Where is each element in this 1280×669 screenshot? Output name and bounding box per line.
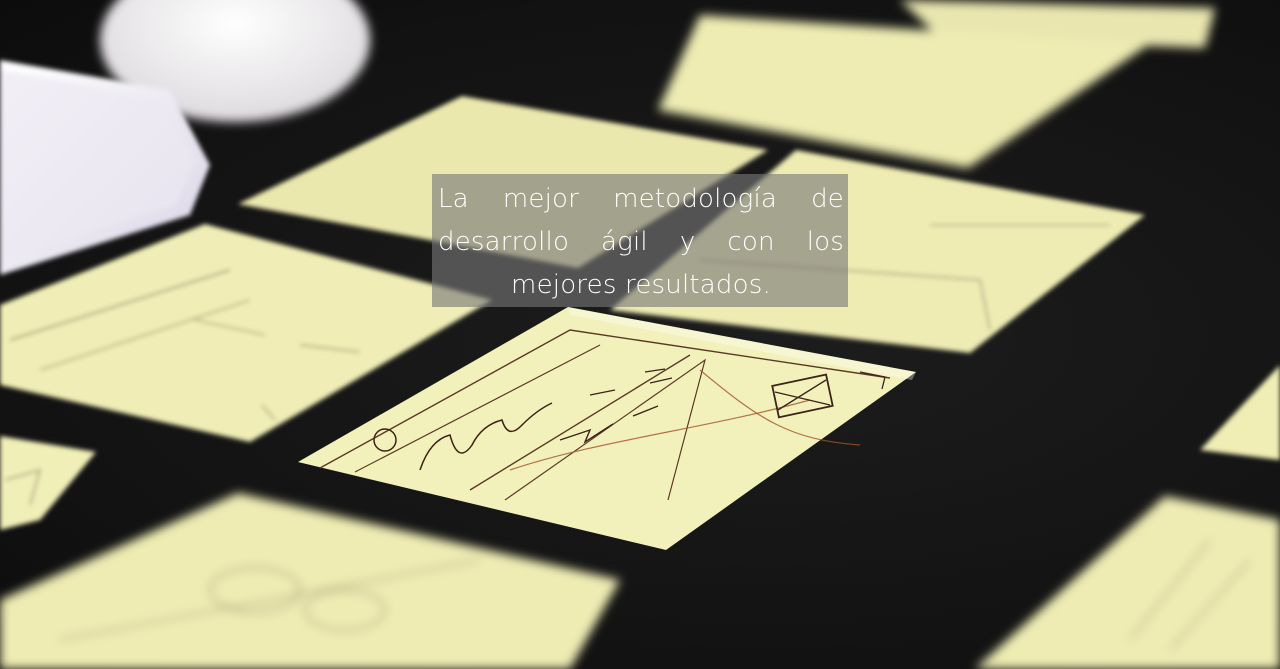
sticky-note-bottom-right (975, 496, 1280, 669)
caption-overlay (432, 174, 848, 307)
sticky-note-small-left (0, 436, 96, 530)
sticky-note-bottom-left (0, 493, 620, 669)
hero-caption: La mejor metodología de desarrollo ágil y con los mejores resultados. (438, 184, 844, 300)
sticky-note-right-edge (1200, 365, 1280, 460)
sticky-note-far-top (658, 0, 1215, 168)
